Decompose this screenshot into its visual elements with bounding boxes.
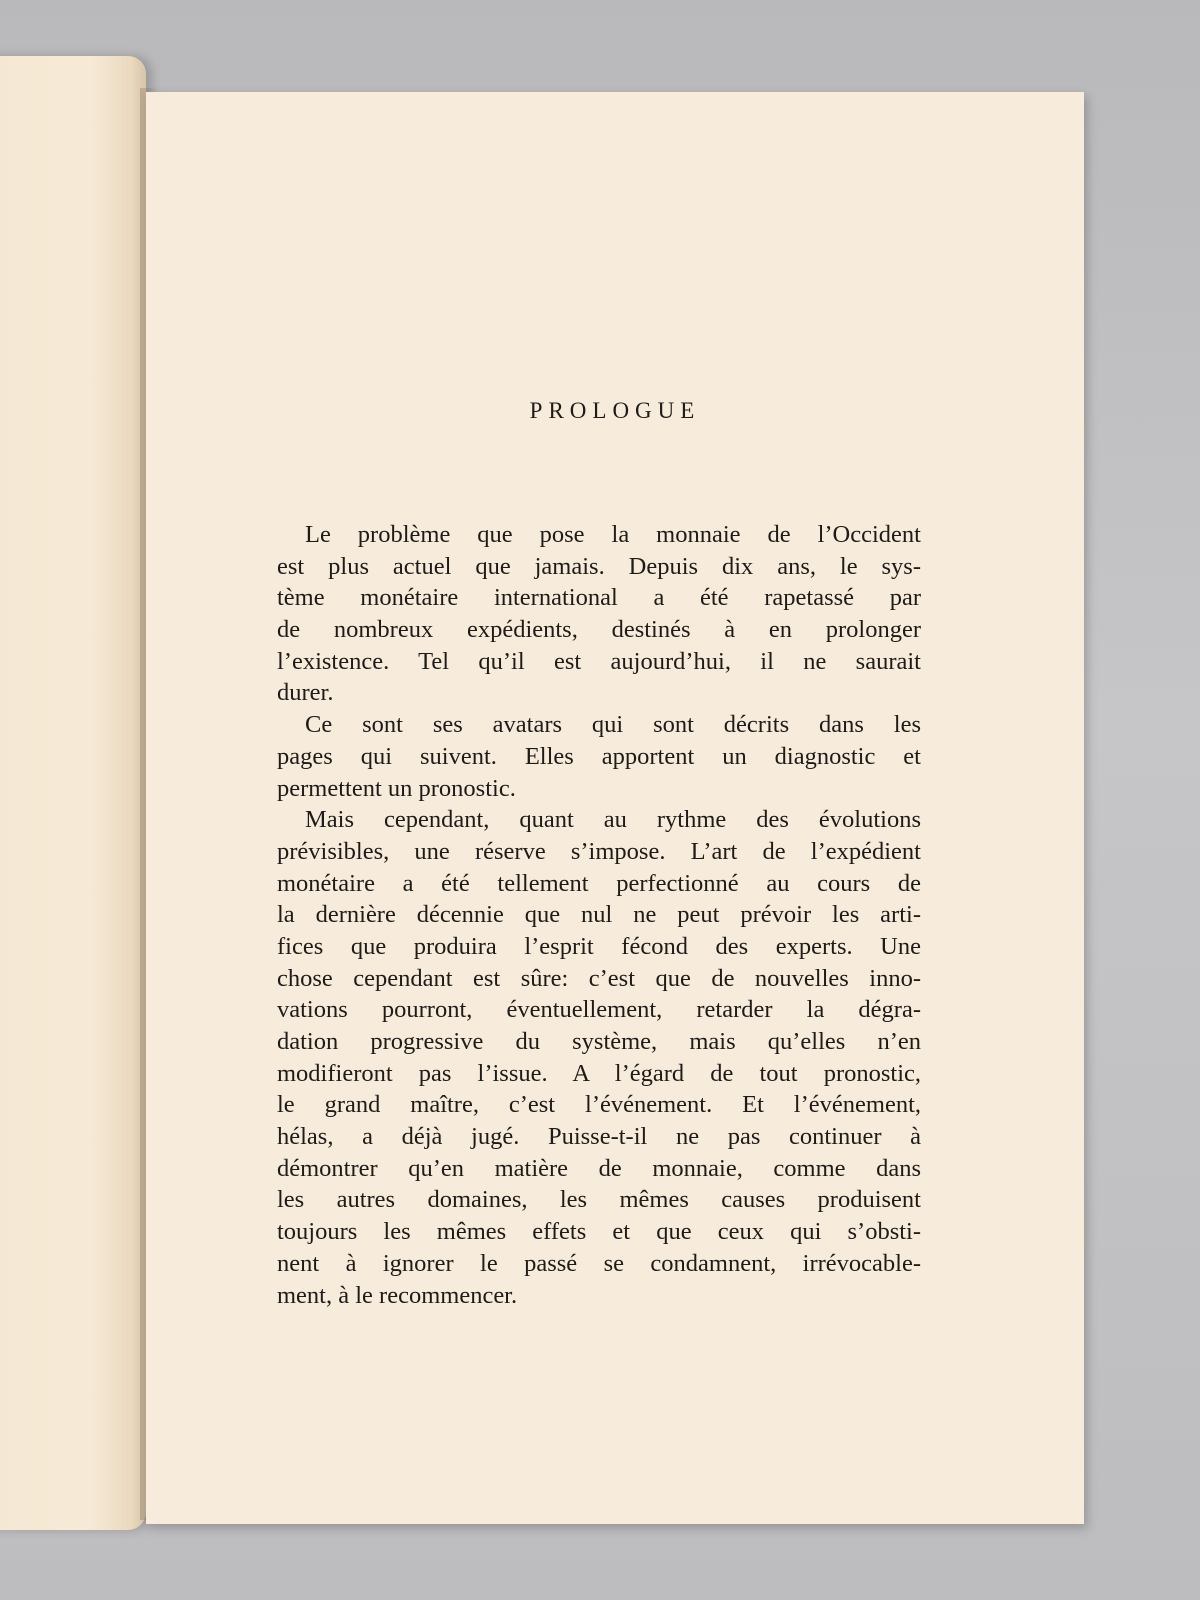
text-line: démontrer qu’en matière de monnaie, comme dans — [277, 1154, 921, 1182]
page-title: PROLOGUE — [529, 398, 701, 423]
facing-page-left — [0, 56, 146, 1530]
text-line: ment, à le recommencer. — [277, 1281, 518, 1309]
text-line: permettent un pronostic. — [277, 774, 516, 802]
text-line: hélas, a déjà jugé. Puisse-t-il ne pas continuer à — [277, 1123, 921, 1151]
text-line: la dernière décennie que nul ne peut prévoir les arti- — [277, 901, 921, 929]
text-line: durer. — [277, 679, 334, 707]
text-line: Le problème que pose la monnaie de l’Occident — [305, 521, 921, 548]
text-line: toujours les mêmes effets et que ceux qui s’obsti- — [277, 1218, 921, 1246]
text-line: dation progressive du système, mais qu’elles n’en — [277, 1028, 921, 1055]
text-line: est plus actuel que jamais. Depuis dix ans, le sys- — [277, 552, 921, 580]
text-line: le grand maître, c’est l’événement. Et l’événement, — [277, 1091, 921, 1119]
text-line: prévisibles, une réserve s’impose. L’art de l’expédient — [277, 837, 921, 865]
text-line: vations pourront, éventuellement, retarder la dégra- — [277, 996, 921, 1024]
text-line: nent à ignorer le passé se condamnent, irrévocable- — [277, 1249, 921, 1277]
text-line: monétaire a été tellement perfectionné au cours de — [277, 869, 921, 897]
text-line: Ce sont ses avatars qui sont décrits dans les — [305, 711, 921, 739]
text-line: Mais cependant, quant au rythme des évolutions — [305, 806, 921, 834]
text-line: chose cependant est sûre: c’est que de nouvelles inno- — [277, 964, 921, 992]
text-line: l’existence. Tel qu’il est aujourd’hui, il ne saurait — [277, 647, 921, 675]
book-page — [146, 92, 1084, 1524]
page-body — [277, 519, 921, 1311]
text-line: modifieront pas l’issue. A l’égard de tout pronostic, — [277, 1059, 921, 1087]
text-line: les autres domaines, les mêmes causes produisent — [277, 1186, 921, 1214]
text-line: fices que produira l’esprit fécond des experts. Une — [277, 932, 921, 960]
text-line: tème monétaire international a été rapetassé par — [277, 584, 921, 612]
text-line: de nombreux expédients, destinés à en prolonger — [277, 616, 921, 644]
text-line: pages qui suivent. Elles apportent un diagnostic et — [277, 742, 921, 770]
